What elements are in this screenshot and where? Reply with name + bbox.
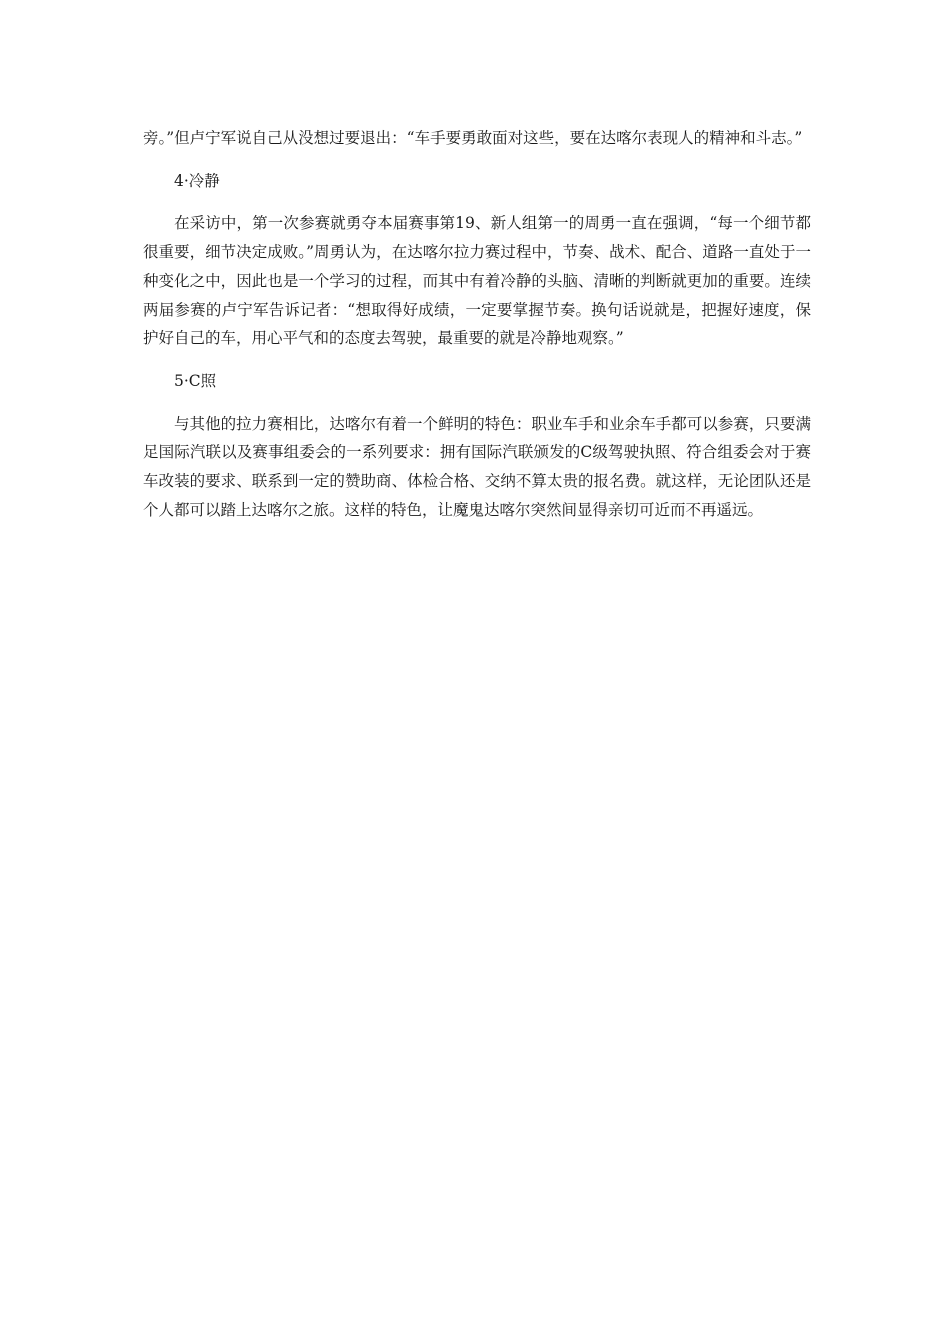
paragraph-spacer [143, 396, 811, 410]
paragraph-calm: 在采访中，第一次参赛就勇夺本届赛事第19、新人组第一的周勇一直在强调，“每一个细节都很重要，细节决定成败。”周勇认为，在达喀尔拉力赛过程中，节奏、战术、配合、道路一直处于一种变化之中，因此也是一个学习的过程，而其中有着冷静的头脑、清晰的判断就更加的重要。连续两届参赛的卢宁军告诉记者：“想取得好成绩，一定要掌握节奏。换句话说就是，把握好速度，保护好自己的车，用心平气和的态度去驾驶，最重要的就是冷静地观察。” [143, 214, 811, 348]
paragraph-spacer [143, 353, 811, 367]
document-body [143, 124, 811, 524]
section-heading-c-license: 5·C照 [174, 371, 217, 390]
paragraph-c-license: 与其他的拉力赛相比，达喀尔有着一个鲜明的特色：职业车手和业余车手都可以参赛，只要满足国际汽联以及赛事组委会的一系列要求：拥有国际汽联颁发的C级驾驶执照、符合组委会对于赛车改装的要求、联系到一定的赞助商、体检合格、交纳不算太贵的报名费。就这样，无论团队还是个人都可以踏上达喀尔之旅。这样的特色，让魔鬼达喀尔突然间显得亲切可近而不再遥远。 [143, 414, 811, 519]
section-heading-calm: 4·冷静 [174, 171, 220, 190]
paragraph-spacer [143, 153, 811, 167]
paragraph-continuation: 旁。”但卢宁军说自己从没想过要退出：“车手要勇敢面对这些，要在达喀尔表现人的精神和斗志。” [143, 129, 803, 147]
paragraph-spacer [143, 195, 811, 209]
